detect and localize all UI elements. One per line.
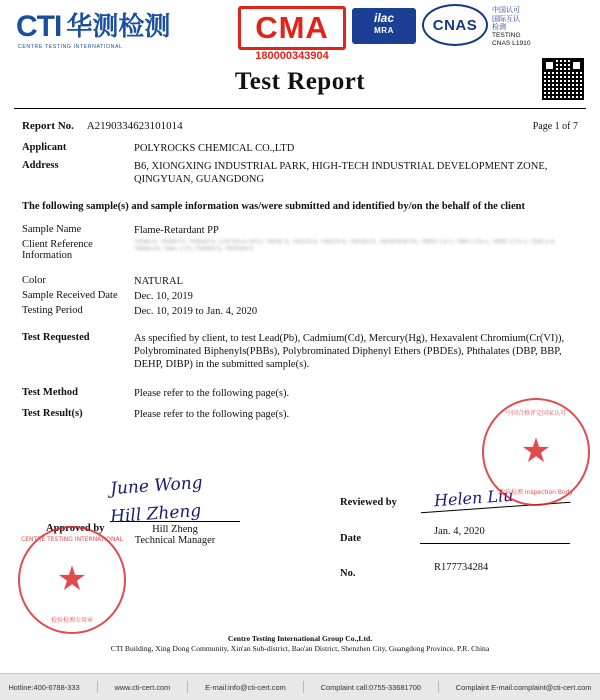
footer-divider-1 <box>97 681 98 693</box>
cma-logo <box>238 6 346 50</box>
cnas-line3: 检测 <box>492 23 506 32</box>
cti-logo <box>16 12 170 50</box>
footer-website[interactable]: www.cti-cert.com <box>114 682 171 692</box>
field-test-requested <box>22 332 578 371</box>
footer-complaint-email[interactable]: Complaint E-mail:complaint@cti-cert.com <box>455 682 592 692</box>
field-client-reference <box>22 239 578 261</box>
field-address <box>22 160 578 186</box>
testing-period-label: Testing Period <box>22 305 83 316</box>
company-seal-stamp <box>18 526 126 634</box>
client-reference-label <box>22 239 134 261</box>
ilac-logo-sub: MRA <box>374 26 394 35</box>
company-seal-bottom-text: 检验检测专用章 <box>50 617 93 624</box>
ilac-logo-main: ilac <box>373 11 394 25</box>
approver-signature: Hill Zheng <box>109 500 202 528</box>
approver-title: Technical Manager <box>134 535 216 546</box>
footer-hotline: Hotline:400-6788-333 <box>8 682 80 692</box>
approver-signature-top: June Wong <box>109 472 204 500</box>
cnas-logo-text: CNAS <box>432 16 478 34</box>
approver-name: Hill Zheng <box>152 524 198 535</box>
cnas-accreditation-text <box>492 6 548 49</box>
field-test-method <box>22 387 578 400</box>
cnas-line2: 国际互认 <box>492 14 520 23</box>
color-label: Color <box>22 275 46 286</box>
footer-address <box>0 634 600 654</box>
applicant-label: Applicant <box>22 142 67 153</box>
cnas-logo <box>422 4 488 48</box>
client-reference-label-line1: Client Reference <box>22 239 93 250</box>
header-divider <box>14 108 586 109</box>
test-results-label: Test Result(s) <box>22 408 83 419</box>
footer-divider-4 <box>438 681 439 693</box>
test-requested-label: Test Requested <box>22 332 90 343</box>
date-label: Date <box>340 533 361 544</box>
reviewer-signature: Helen Liu <box>419 482 570 513</box>
footer-complaint-call: Complaint call:0755-33681700 <box>320 682 421 692</box>
report-header <box>0 0 600 112</box>
report-body <box>0 120 600 593</box>
sample-name-label: Sample Name <box>22 224 82 235</box>
accreditation-seal-stamp <box>482 398 590 506</box>
certificate-no-label: No. <box>340 568 356 579</box>
color-value: NATURAL <box>134 276 183 287</box>
ilac-mra-logo <box>352 8 416 44</box>
company-seal-top-text: CENTRE TESTING INTERNATIONAL <box>21 536 123 543</box>
footer-company-address: CTI Building, Xing Dong Community, Xin'an Sub-district, Bao'an District, Shenzhen City, Guangdong Province, P.R. China <box>110 644 490 653</box>
certificate-no-value: R177734284 <box>434 562 489 573</box>
field-sample-name <box>22 224 578 237</box>
client-reference-value: 7094K/A, 7096K/T2, 7096KP/A, 1CP7001A-4(T2), 7083K/A, 7092T6/A, 7092T6/A, 7092K2/A, 7083KNO0/TK, 7089T-1/Z-2, 7088-1/V0-2, 7089F-1/V2-2, 7088-2/A, 7088K3/A, 7086--1/T2, 7089Q3/A, 7089TK0/Z <box>134 239 557 253</box>
applicant-value: POLYROCKS CHEMICAL CO.,LTD <box>134 143 295 154</box>
field-color <box>22 275 578 288</box>
address-label: Address <box>22 160 59 171</box>
footer-divider-2 <box>187 681 188 693</box>
cti-logo-chinese: 华测检测 <box>66 12 171 42</box>
cma-number: 180000343904 <box>255 50 329 62</box>
test-requested-value: As specified by client, to test Lead(Pb), Cadmium(Cd), Mercury(Hg), Hexavalent Chromium(Cr(VI)), Polybrominated Biphenyls(PBBs), Polybrominated Diphenyl Ethers (PBDEs), Phthalates (DBP, BBP, DEHP, DIBP) in the submitted sample(s). <box>134 333 565 370</box>
page-number: Page 1 of 7 <box>532 121 578 132</box>
report-number-row <box>22 120 578 132</box>
approval-block <box>110 473 290 546</box>
field-testing-period <box>22 305 578 318</box>
test-method-label: Test Method <box>22 387 78 398</box>
client-reference-label-line2: Information <box>22 250 73 261</box>
page-title: Test Report <box>234 68 366 95</box>
footer-email[interactable]: E-mail:info@cti-cert.com <box>205 682 286 692</box>
approved-by-label: Approved by <box>46 523 105 534</box>
cma-logo-text: CMA <box>255 10 329 45</box>
submission-note: The following sample(s) and sample information was/were submitted and identified by/on the behalf of the client <box>22 201 525 212</box>
footer-divider-3 <box>303 681 304 693</box>
reviewed-by-label: Reviewed by <box>340 497 397 508</box>
sample-name-value: Flame-Retardant PP <box>134 225 219 236</box>
report-no-value: A2190334623101014 <box>86 120 183 132</box>
cnas-line4: TESTING <box>492 31 521 39</box>
seal-star-icon: ★ <box>56 561 88 598</box>
accreditation-seal-bottom-text: 检验检测 Inspection Body <box>499 489 573 496</box>
footer-contact-bar <box>0 673 600 700</box>
report-no-label: Report No. <box>22 120 74 132</box>
date-field <box>340 526 570 544</box>
received-date-label: Sample Received Date <box>22 290 118 301</box>
test-method-value: Please refer to the following page(s). <box>134 388 290 399</box>
field-received-date <box>22 290 578 303</box>
footer-company-group: Centre Testing International Group Co.,Ltd. <box>227 634 373 643</box>
test-results-value: Please refer to the following page(s). <box>134 409 290 420</box>
certificate-no-field <box>340 562 570 579</box>
accreditation-seal-star-icon: ★ <box>520 433 552 470</box>
address-value: B6, XIONGXING INDUSTRIAL PARK, HIGH-TECH INDUSTRIAL DEVELOPMENT ZONE, QINGYUAN, GUANGDONG <box>134 161 548 185</box>
cnas-line1: 中国认可 <box>492 6 520 14</box>
field-applicant <box>22 142 578 155</box>
date-value: Jan. 4, 2020 <box>420 526 570 544</box>
received-date-value: Dec. 10, 2019 <box>134 291 193 302</box>
accreditation-seal-top-text: 中国合格评定国家认可 <box>505 410 566 417</box>
cnas-line5: CNAS L1910 <box>492 40 531 48</box>
testing-period-value: Dec. 10, 2019 to Jan. 4, 2020 <box>134 306 258 317</box>
cti-logo-mark: CTI <box>16 10 62 43</box>
cti-logo-subtitle: CENTRE TESTING INTERNATIONAL <box>18 44 123 50</box>
